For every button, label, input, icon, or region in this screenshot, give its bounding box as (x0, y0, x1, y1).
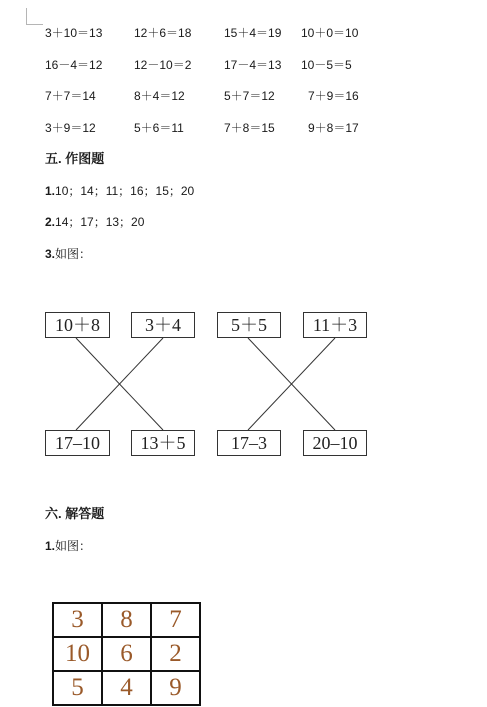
answer-number: 3. (45, 247, 56, 261)
magic-square-cell: 7 (151, 603, 200, 637)
magic-square-cell: 10 (53, 637, 102, 671)
magic-square-cell: 4 (102, 671, 151, 705)
expression-box-top: 10＋8 (45, 312, 110, 338)
expression-box-bottom: 17–10 (45, 430, 110, 456)
equation: 7＋8＝15 (224, 121, 275, 135)
magic-square-cell: 6 (102, 637, 151, 671)
answer-number: 1. (45, 184, 56, 198)
equation: 16－4＝12 (45, 58, 103, 72)
equation: 12－10＝2 (134, 58, 192, 72)
answer-text: 14；17；13；20 (55, 215, 145, 229)
answer-text: 如图： (55, 247, 92, 261)
equation: 12＋6＝18 (134, 26, 192, 40)
expression-box-bottom: 17–3 (217, 430, 281, 456)
expression-box-bottom: 20–10 (303, 430, 367, 456)
magic-square-row (53, 603, 200, 637)
answer-number: 2. (45, 215, 56, 229)
magic-square-cell: 2 (151, 637, 200, 671)
equation: 3＋9＝12 (45, 121, 96, 135)
equation: 5＋6＝11 (134, 121, 184, 135)
equation: 7＋7＝14 (45, 89, 96, 103)
magic-square-row (53, 671, 200, 705)
magic-square-cell: 9 (151, 671, 200, 705)
section-heading: 五. 作图题 (45, 151, 105, 166)
expression-box-bottom: 13＋5 (131, 430, 195, 456)
equation: 10－5＝5 (301, 58, 352, 72)
equation: 3＋10＝13 (45, 26, 103, 40)
answer-number: 1. (45, 539, 56, 553)
magic-square-cell: 8 (102, 603, 151, 637)
equation: 10＋0＝10 (301, 26, 359, 40)
section-heading: 六. 解答题 (45, 506, 105, 521)
equation: 7＋9＝16 (308, 89, 359, 103)
expression-box-top: 11＋3 (303, 312, 367, 338)
equation: 8＋4＝12 (134, 89, 185, 103)
equation: 5＋7＝12 (224, 89, 275, 103)
magic-square-row (53, 637, 200, 671)
magic-square-cell: 5 (53, 671, 102, 705)
equation: 15＋4＝19 (224, 26, 282, 40)
answer-line (45, 537, 91, 555)
expression-box-top: 5＋5 (217, 312, 281, 338)
magic-square (52, 602, 201, 706)
magic-square-cell: 3 (53, 603, 102, 637)
answer-text: 如图： (55, 539, 92, 553)
equation: 17－4＝13 (224, 58, 282, 72)
answer-text: 10；14；11；16；15；20 (55, 184, 195, 198)
equation: 9＋8＝17 (308, 121, 359, 135)
expression-box-top: 3＋4 (131, 312, 195, 338)
